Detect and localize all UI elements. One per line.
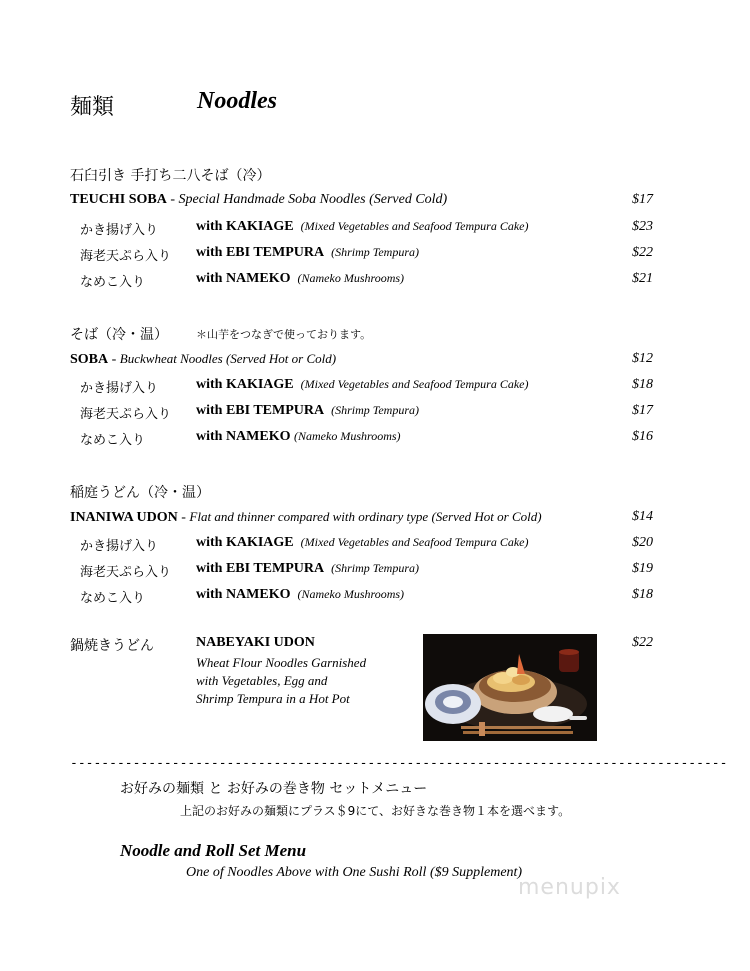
section-note: ＊山芋をつなぎで使っております。	[196, 328, 372, 341]
item-separator: -	[108, 352, 120, 367]
sub-item-name: with EBI TEMPURA	[196, 403, 325, 418]
sub-item-description: (Nameko Mushrooms)	[294, 429, 401, 443]
sub-item-description: (Nameko Mushrooms)	[297, 587, 405, 601]
sub-item-description: (Shrimp Tempura)	[331, 561, 419, 575]
sub-item-jp: 海老天ぷら入り	[80, 565, 172, 580]
sub-item-jp: 海老天ぷら入り	[80, 407, 172, 422]
set-menu-title-jp: お好みの麺類 と お好みの巻き物 セットメニュー	[120, 781, 428, 797]
item-price: $20	[632, 535, 653, 550]
item-separator: -	[177, 510, 190, 525]
nabeyaki-name	[196, 635, 315, 651]
item-price: $17	[632, 192, 653, 207]
sub-item-name: with NAMEKO	[196, 271, 291, 286]
nabeyaki-photo-illustration	[423, 634, 597, 741]
nabeyaki-desc-line: Wheat Flour Noodles Garnished	[196, 655, 367, 670]
item-price: $21	[632, 271, 653, 286]
item-price: $22	[632, 635, 653, 650]
item-price: $17	[632, 403, 653, 418]
sub-item	[196, 429, 401, 445]
sub-item	[196, 561, 419, 577]
item-name: TEUCHI SOBA	[70, 192, 167, 207]
watermark: menupix	[518, 875, 621, 900]
sub-item	[196, 271, 404, 287]
sub-item	[196, 535, 528, 551]
item-price: $14	[632, 509, 653, 524]
set-menu-desc-jp: 上記のお好みの麺類にプラス＄9にて、お好きな巻き物１本を選べます。	[180, 804, 571, 818]
set-menu-title: Noodle and Roll Set Menu	[120, 841, 307, 860]
sub-item-jp: なめこ入り	[80, 591, 146, 606]
menu-item-teuchi-soba	[70, 192, 447, 208]
page-title-jp: 麺類	[70, 95, 115, 120]
sub-item-name: with KAKIAGE	[196, 535, 294, 550]
sub-item-description: (Nameko Mushrooms)	[297, 271, 405, 285]
sub-item-name: with KAKIAGE	[196, 377, 294, 392]
sub-item-jp: なめこ入り	[80, 433, 146, 448]
section-title-soba: そば（冷・温）	[70, 327, 168, 343]
item-description: Special Handmade Soba Noodles (Served Cold)	[178, 192, 448, 207]
sub-item	[196, 219, 528, 235]
section-title-teuchi-soba: 石臼引き 手打ち二八そば（冷）	[70, 168, 271, 184]
section-divider: ------------------------------------------------------------------------------------	[70, 756, 728, 771]
nabeyaki-desc-line: with Vegetables, Egg and	[196, 673, 328, 688]
nabeyaki-udon-photo	[423, 634, 597, 741]
sub-item-description: (Shrimp Tempura)	[331, 403, 419, 417]
item-price: $23	[632, 219, 653, 234]
section-title-inaniwa-udon: 稲庭うどん（冷・温）	[70, 485, 210, 501]
item-name: NABEYAKI UDON	[196, 635, 315, 650]
item-description: Flat and thinner compared with ordinary type (Served Hot or Cold)	[189, 509, 542, 524]
sub-item-jp: かき揚げ入り	[80, 223, 159, 238]
sub-item-description: (Mixed Vegetables and Seafood Tempura Cake)	[300, 377, 529, 391]
set-menu-desc: One of Noodles Above with One Sushi Roll ($9 Supplement)	[186, 865, 523, 880]
item-price: $22	[632, 245, 653, 260]
sub-item-jp: かき揚げ入り	[80, 539, 159, 554]
sub-item-description: (Mixed Vegetables and Seafood Tempura Cake)	[300, 219, 529, 233]
sub-item	[196, 587, 404, 603]
item-price: $12	[632, 351, 653, 366]
sub-item-name: with EBI TEMPURA	[196, 245, 325, 260]
menu-item-soba	[70, 351, 336, 368]
sub-item-description: (Shrimp Tempura)	[331, 245, 419, 259]
sub-item-name: with KAKIAGE	[196, 219, 294, 234]
item-separator: -	[166, 192, 179, 207]
sub-item-name: with EBI TEMPURA	[196, 561, 325, 576]
sub-item-name: with NAMEKO	[196, 587, 291, 602]
item-price: $16	[632, 429, 653, 444]
nabeyaki-title-jp: 鍋焼きうどん	[70, 638, 154, 654]
item-price: $18	[632, 377, 653, 392]
sub-item-jp: 海老天ぷら入り	[80, 249, 172, 264]
sub-item	[196, 403, 419, 419]
sub-item-description: (Mixed Vegetables and Seafood Tempura Cake)	[300, 535, 529, 549]
item-price: $19	[632, 561, 653, 576]
sub-item-jp: かき揚げ入り	[80, 381, 159, 396]
item-description: Buckwheat Noodles (Served Hot or Cold)	[119, 351, 337, 366]
sub-item	[196, 377, 528, 393]
nabeyaki-desc-line: Shrimp Tempura in a Hot Pot	[196, 691, 350, 706]
item-name: SOBA	[70, 352, 109, 367]
sub-item-jp: なめこ入り	[80, 275, 146, 290]
sub-item	[196, 245, 419, 261]
item-name: INANIWA UDON	[70, 510, 178, 525]
page-title: Noodles	[197, 88, 277, 114]
item-price: $18	[632, 587, 653, 602]
sub-item-name: with NAMEKO	[196, 429, 291, 444]
menu-item-inaniwa-udon	[70, 509, 542, 526]
